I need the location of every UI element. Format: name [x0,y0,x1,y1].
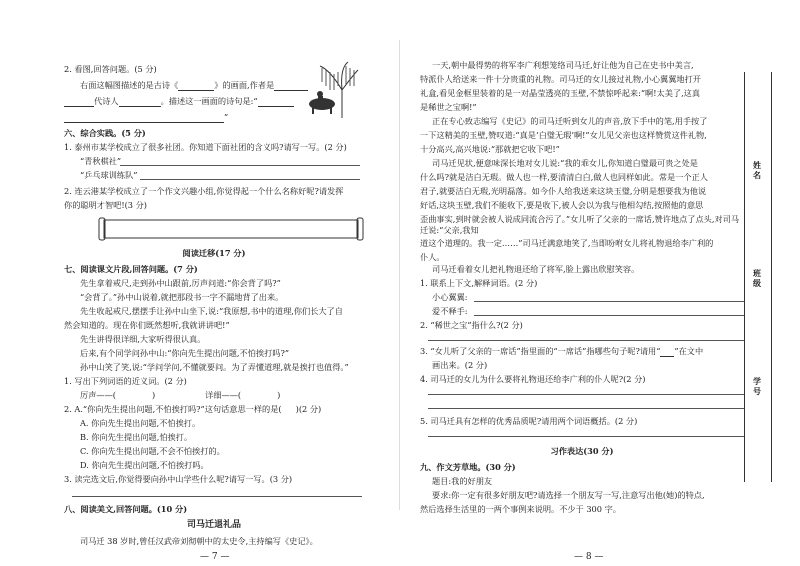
q7-1-items: 厉声——( ) 详细——( ) [80,390,281,400]
writing-section-title: 习作表达(30 分) [550,446,614,456]
passage-line: 先生收起戒尺,摆摆手让孙中山坐下,说:“我原想,书中的道理,你们长大了自 [80,306,343,316]
binding-label: 学 [753,376,761,386]
story-line: 是稀世之宝啊!” [420,102,477,112]
q7-1: 1. 写出下列词语的近义词。(2 分) [64,376,187,386]
q2-line1: 右面这幅图描述的是古诗《 》的画面,作者是 [80,80,308,91]
s6-q1-a: “青秋棋社” [80,156,122,166]
section-6-heading: 六、综合实践。(5 分) [64,128,146,138]
essay-topic: 题目:我的好朋友 [432,476,493,486]
s6-q1-b: “乒乓球训练队” [80,170,138,180]
answer-line[interactable] [474,301,744,302]
answer-line[interactable] [428,394,744,395]
scroll-answer-box[interactable] [96,216,366,242]
blank[interactable] [258,98,294,107]
q8-5: 5. 司马迁具有怎样的优秀品质呢?请用两个词语概括。(2 分) [420,416,638,426]
answer-line[interactable] [428,408,744,409]
section-8-heading: 八、阅读美文,回答问题。(10 分) [64,504,188,514]
story-line: 一天,朝中最得势的将军李广利想笼络司马迁,好让他为自己在史书中美言, [432,60,694,70]
essay-requirement: 然后选择生活里的一两个事例来说明。不少于 300 字。 [420,504,621,514]
section-7-heading: 七、阅读课文片段,回答问题。(7 分) [64,264,198,274]
story-line: 好话,这块玉壁,我们不能收下,要是收下,被人会以为我与他相勾结,按照他的意思 [420,200,704,210]
story-line: 歪曲事实,到时就会被人说成同流合污了。”女儿听了父亲的一席话,赞许地点了点头,对司马迁说:“父亲,我知 [420,214,740,235]
story-line: 特派仆人给送来一件十分贵重的礼物。司马迁的女儿接过礼物,小心翼翼地打开 [420,74,701,84]
story-title: 司马迁退礼品 [186,520,241,530]
blank[interactable] [660,348,674,357]
binding-label: 名 [753,170,761,180]
q2-heading: 2. 看图,回答问题。(5 分) [64,64,157,74]
story-line: 道这个道理的。我一定……”司马迁满意地笑了,当即吩咐女儿将礼物退给李广利的 [420,238,714,248]
blank[interactable] [119,98,161,107]
q7-3: 3. 读完选文后,你觉得要向孙中山学些什么呢?请写一写。(3 分) [64,474,293,484]
answer-line[interactable] [474,315,744,316]
q8-1-a: 小心翼翼: [432,292,468,302]
story-line: 十分高兴,高兴地说:“那就把它收下吧!” [420,144,560,154]
option-a[interactable]: A. 你向先生提出问题,不怕挨打。 [80,418,201,428]
page-number: — 8 — [574,552,604,562]
answer-line[interactable] [72,496,362,497]
blank[interactable] [64,98,94,107]
story-line: 司马迁看着女儿把礼物退还给了将军,脸上露出欣慰笑容。 [432,264,640,274]
story-line: 司马迁见状,便意味深长地对女儿说:“我的乖女儿,你知道白璧最可贵之处是 [432,158,698,168]
q8-3-cont: 画出来。(2 分) [432,360,488,370]
passage-line: “会背了。”孙中山说着,就把那段书一字不漏地背了出来。 [80,292,284,302]
poem-illustration [300,60,360,120]
page-8 [400,0,800,566]
blank[interactable] [178,82,214,91]
passage-line: 后来,有个同学问孙中山:“你向先生提出问题,不怕挨打吗?” [80,348,290,358]
blank[interactable] [64,114,224,123]
essay-requirement: 要求:你一定有很多好朋友吧?请选择一个朋友写一写,注意写出他(她)的特点, [432,490,705,500]
page-number: — 7 — [200,552,230,562]
q2-line3: ” [64,112,228,123]
binding-label: 级 [753,278,761,288]
story-first-line: 司马迁 38 岁时,曾任汉武帝刘彻朝中的太史令,主持编写《史记》。 [80,536,318,546]
q2-line2: 代诗人 。描述这一画面的诗句是:“ [64,96,294,107]
section-9-heading: 九、作文芳草地。(30 分) [420,462,516,472]
binding-label: 班 [753,268,761,278]
binding-margin [744,72,772,482]
story-line: 正在专心致志编写《史记》的司马迁听到女儿的声音,放下手中的笔,用手按了 [432,116,708,126]
answer-line[interactable] [120,165,360,166]
answer-line[interactable] [140,179,360,180]
q8-1: 1. 联系上下文,解释词语。(2 分) [420,278,538,288]
answer-line[interactable] [428,340,744,341]
q8-4: 4. 司马迁的女儿为什么要将礼物退还给李广利的仆人呢?(2 分) [420,374,646,384]
answer-line[interactable] [428,436,744,437]
passage-line: 先生拿着戒尺,走到孙中山跟前,厉声问道:“你会背了吗?” [80,278,281,288]
q8-2: 2. “稀世之宝”指什么?(2 分) [420,320,523,330]
binding-label: 姓 [753,160,761,170]
s6-q2-line1: 2. 连云港某学校成立了一个作文兴趣小组,你觉得起一个什么名称好呢?请发挥 [64,186,344,196]
binding-label: 号 [753,386,761,396]
option-b[interactable]: B. 你向先生提出问题,怕挨打。 [80,432,193,442]
s6-q1: 1. 泰州市某学校成立了很多社团。你知道下面社团的含义吗?请写一写。(2 分) [64,142,347,152]
passage-line: 然会知道的。现在你们既然想听,我就讲讲吧!” [64,320,230,330]
option-c[interactable]: C. 你向先生提出问题,不会不怕挨打的。 [80,446,225,456]
passage-line: 先生讲得很详细,大家听得很认真。 [80,334,206,344]
q7-2: 2. A.“你向先生提出问题,不怕挨打吗?”这句话意思一样的是( )(2 分) [64,404,322,414]
story-line: 君子,就要洁白无瑕,光明磊落。如今仆人给我送来这块玉璧,分明是想要我为他说 [420,186,707,196]
story-line: 什么吗?就是洁白无瑕。做人也一样,要清清白白,做人也同样如此。常是一个正人 [420,172,708,182]
passage-line: 孙中山笑了笑,说:“学问学问,不懂就要问。为了弄懂道理,就是挨打也值得。” [80,362,349,372]
q8-3: 3. “女儿听了父亲的一席话”指里面的“一席话”指哪些句子呢?请用“ ”在文中 [420,346,704,356]
story-line: 一下这精美的玉壁,赞叹道:“真是‘白璧无瑕’啊!”女儿见父亲也这样赞赏这件礼物, [420,130,707,140]
reading-section-title: 阅读迁移(17 分) [182,248,246,258]
s6-q2-line2: 你的聪明才智吧!(3 分) [64,200,147,210]
option-d[interactable]: D. 你向先生提出问题,不怕挨打吗。 [80,460,209,470]
q8-1-b: 爱不释手: [432,306,468,316]
story-line: 仆人。 [420,252,445,262]
story-line: 礼盒,看见金框里装着的是一对晶莹透亮的玉壁,不禁惊呼起来:“啊!太美了,这真 [420,88,701,98]
